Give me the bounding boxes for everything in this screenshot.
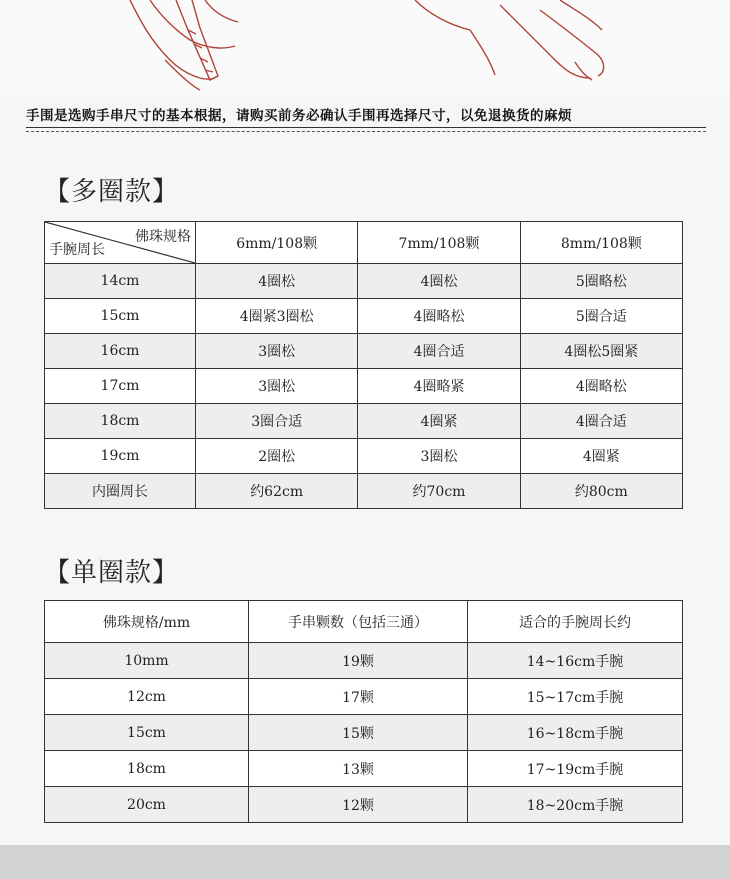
column-header: 8mm/108颗 xyxy=(520,222,682,264)
table-cell: 约70cm xyxy=(358,474,520,509)
table-cell: 约62cm xyxy=(196,474,358,509)
row-label: 18cm xyxy=(45,404,196,439)
table-cell: 16~18cm手腕 xyxy=(468,715,683,751)
row-label: 内圈周长 xyxy=(45,474,196,509)
single-loop-table xyxy=(44,600,683,823)
table-cell: 18~20cm手腕 xyxy=(468,787,683,823)
table-row xyxy=(45,715,683,751)
row-label: 15cm xyxy=(45,299,196,334)
table-cell: 4圈紧3圈松 xyxy=(196,299,358,334)
table-row xyxy=(45,679,683,715)
table-row xyxy=(45,404,683,439)
table-cell: 4圈紧 xyxy=(358,404,520,439)
table-cell: 4圈合适 xyxy=(358,334,520,369)
table-cell: 4圈紧 xyxy=(520,439,682,474)
table-cell: 14~16cm手腕 xyxy=(468,643,683,679)
table-row xyxy=(45,299,683,334)
table-cell: 12cm xyxy=(45,679,249,715)
single-section-title: 【单圈款】 xyxy=(44,558,180,588)
corner-label-wrist: 手腕周长 xyxy=(49,242,105,258)
table-row xyxy=(45,787,683,823)
table-row xyxy=(45,439,683,474)
table-cell: 3圈松 xyxy=(196,334,358,369)
table-cell: 15颗 xyxy=(249,715,468,751)
notice-rule xyxy=(26,127,706,128)
column-header: 佛珠规格/mm xyxy=(45,601,249,643)
table-cell: 4圈松 xyxy=(196,264,358,299)
row-label: 16cm xyxy=(45,334,196,369)
table-cell: 4圈略松 xyxy=(520,369,682,404)
table-row xyxy=(45,643,683,679)
table-cell: 5圈合适 xyxy=(520,299,682,334)
table-row xyxy=(45,751,683,787)
hand-measuring-tape-illustration xyxy=(0,0,730,95)
table-cell: 15~17cm手腕 xyxy=(468,679,683,715)
table-cell: 3圈合适 xyxy=(196,404,358,439)
table-cell: 4圈略松 xyxy=(358,299,520,334)
table-cell: 4圈松 xyxy=(358,264,520,299)
footer-band xyxy=(0,845,730,879)
column-header: 适合的手腕周长约 xyxy=(468,601,683,643)
row-label: 19cm xyxy=(45,439,196,474)
table-header-row xyxy=(45,601,683,643)
row-label: 14cm xyxy=(45,264,196,299)
table-cell: 4圈略紧 xyxy=(358,369,520,404)
table-cell: 约80cm xyxy=(520,474,682,509)
illustration-area xyxy=(0,0,730,95)
table-row xyxy=(45,474,683,509)
table-cell: 3圈松 xyxy=(196,369,358,404)
table-cell: 15cm xyxy=(45,715,249,751)
table-header-row xyxy=(45,222,683,264)
table-row xyxy=(45,369,683,404)
table-cell: 5圈略松 xyxy=(520,264,682,299)
table-cell: 19颗 xyxy=(249,643,468,679)
table-cell: 2圈松 xyxy=(196,439,358,474)
column-header: 7mm/108颗 xyxy=(358,222,520,264)
table-cell: 3圈松 xyxy=(358,439,520,474)
table-cell: 12颗 xyxy=(249,787,468,823)
multi-loop-table xyxy=(44,221,683,509)
table-cell: 4圈松5圈紧 xyxy=(520,334,682,369)
table-cell: 10mm xyxy=(45,643,249,679)
corner-cell xyxy=(45,222,196,264)
table-cell: 13颗 xyxy=(249,751,468,787)
notice-dashed-rule xyxy=(26,131,706,132)
table-cell: 17~19cm手腕 xyxy=(468,751,683,787)
table-row xyxy=(45,264,683,299)
table-cell: 4圈合适 xyxy=(520,404,682,439)
sizing-notice: 手围是选购手串尺寸的基本根据，请购买前务必确认手围再选择尺寸，以免退换货的麻烦 xyxy=(26,108,572,124)
table-cell: 17颗 xyxy=(249,679,468,715)
corner-label-spec: 佛珠规格 xyxy=(135,229,191,245)
table-cell: 20cm xyxy=(45,787,249,823)
table-cell: 18cm xyxy=(45,751,249,787)
column-header: 手串颗数（包括三通） xyxy=(249,601,468,643)
row-label: 17cm xyxy=(45,369,196,404)
column-header: 6mm/108颗 xyxy=(196,222,358,264)
table-row xyxy=(45,334,683,369)
multi-section-title: 【多圈款】 xyxy=(44,177,180,207)
